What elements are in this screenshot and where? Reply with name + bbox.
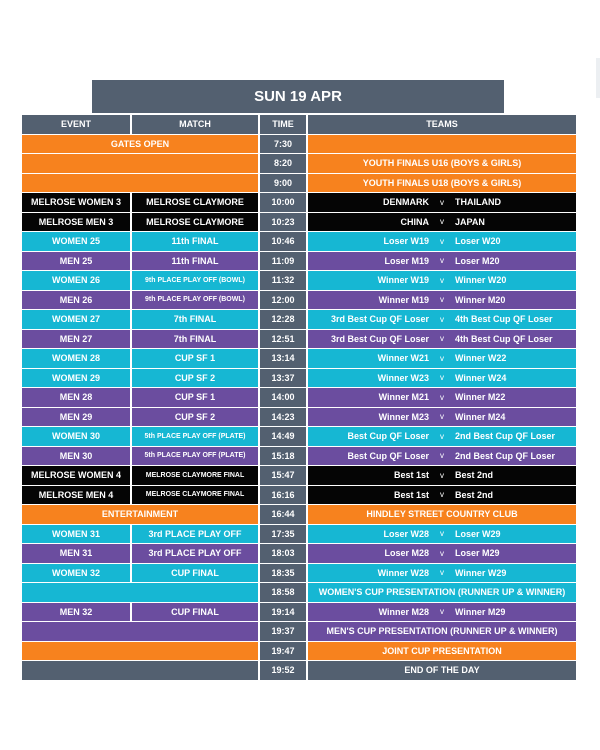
schedule-row	[22, 525, 576, 544]
team-b: Loser W29	[455, 528, 501, 539]
versus-label: v	[440, 334, 444, 344]
time-cell: 10:46	[260, 232, 306, 251]
event-cell: WOMEN 25	[22, 232, 130, 251]
time-cell: 18:35	[260, 564, 306, 583]
versus-label: v	[440, 256, 444, 266]
team-a: Best Cup QF Loser	[347, 450, 429, 461]
time-cell: 15:18	[260, 447, 306, 466]
versus-label: v	[440, 451, 444, 461]
matchup	[308, 217, 576, 227]
time-cell: 19:52	[260, 661, 306, 680]
event-span-cell	[22, 622, 258, 641]
versus-label: v	[440, 607, 444, 617]
event-cell: MEN 25	[22, 252, 130, 271]
header-teams: TEAMS	[308, 115, 576, 134]
teams-cell	[308, 466, 576, 485]
teams-cell	[308, 408, 576, 427]
time-cell: 18:03	[260, 544, 306, 563]
versus-label: v	[440, 373, 444, 383]
match-cell: 9th PLACE PLAY OFF (BOWL)	[132, 271, 258, 290]
match-cell: 3rd PLACE PLAY OFF	[132, 544, 258, 563]
event-cell: MELROSE WOMEN 4	[22, 466, 130, 485]
schedule-row	[22, 271, 576, 290]
schedule-title: SUN 19 APR	[92, 80, 504, 113]
schedule-row	[22, 427, 576, 446]
matchup	[308, 275, 576, 285]
schedule-row	[22, 486, 576, 505]
versus-label: v	[440, 314, 444, 324]
schedule-row	[22, 466, 576, 485]
teams-cell	[308, 447, 576, 466]
versus-label: v	[440, 353, 444, 363]
team-a: CHINA	[400, 216, 429, 227]
matchup	[308, 314, 576, 324]
team-b: JAPAN	[455, 216, 485, 227]
teams-cell: JOINT CUP PRESENTATION	[308, 642, 576, 661]
matchup	[308, 197, 576, 207]
teams-cell	[308, 544, 576, 563]
matchup	[308, 373, 576, 383]
versus-label: v	[440, 568, 444, 578]
schedule-row	[22, 232, 576, 251]
match-cell: 11th FINAL	[132, 252, 258, 271]
event-cell: WOMEN 29	[22, 369, 130, 388]
matchup	[308, 529, 576, 539]
matchup	[308, 334, 576, 344]
team-a: Loser W19	[383, 236, 429, 247]
event-span-cell	[22, 154, 258, 173]
event-span-cell: GATES OPEN	[22, 135, 258, 154]
teams-cell	[308, 310, 576, 329]
teams-cell: MEN'S CUP PRESENTATION (RUNNER UP & WINNER)	[308, 622, 576, 641]
teams-cell	[308, 603, 576, 622]
team-a: Winner M21	[378, 392, 429, 403]
teams-cell: WOMEN'S CUP PRESENTATION (RUNNER UP & WINNER)	[308, 583, 576, 602]
time-cell: 10:00	[260, 193, 306, 212]
match-cell: CUP SF 1	[132, 349, 258, 368]
team-b: Winner M24	[455, 411, 506, 422]
event-cell: MEN 26	[22, 291, 130, 310]
time-cell: 16:44	[260, 505, 306, 524]
matchup	[308, 548, 576, 558]
schedule-row	[22, 154, 576, 173]
schedule-row	[22, 505, 576, 524]
versus-label: v	[440, 470, 444, 480]
event-cell: WOMEN 31	[22, 525, 130, 544]
team-a: Loser M28	[384, 548, 429, 559]
time-cell: 14:00	[260, 388, 306, 407]
schedule-row	[22, 213, 576, 232]
match-cell: 3rd PLACE PLAY OFF	[132, 525, 258, 544]
time-cell: 15:47	[260, 466, 306, 485]
schedule-table	[22, 115, 576, 681]
time-cell: 11:09	[260, 252, 306, 271]
event-span-cell	[22, 661, 258, 680]
match-cell: CUP FINAL	[132, 564, 258, 583]
schedule-row	[22, 447, 576, 466]
teams-cell	[308, 349, 576, 368]
match-cell: 9th PLACE PLAY OFF (BOWL)	[132, 291, 258, 310]
matchup	[308, 236, 576, 246]
schedule-row	[22, 564, 576, 583]
teams-cell	[308, 427, 576, 446]
match-cell: CUP SF 2	[132, 408, 258, 427]
team-a: Winner W21	[377, 353, 429, 364]
event-cell: MEN 27	[22, 330, 130, 349]
time-cell: 19:14	[260, 603, 306, 622]
event-cell: MEN 29	[22, 408, 130, 427]
event-span-cell	[22, 642, 258, 661]
matchup	[308, 607, 576, 617]
schedule-row	[22, 642, 576, 661]
match-cell: CUP SF 2	[132, 369, 258, 388]
schedule-row	[22, 349, 576, 368]
matchup	[308, 412, 576, 422]
time-cell: 17:35	[260, 525, 306, 544]
event-cell: MEN 28	[22, 388, 130, 407]
team-b: Loser W20	[455, 236, 501, 247]
teams-cell	[308, 525, 576, 544]
matchup	[308, 568, 576, 578]
schedule-row	[22, 291, 576, 310]
versus-label: v	[440, 412, 444, 422]
schedule-row	[22, 661, 576, 680]
teams-cell	[308, 252, 576, 271]
team-a: Best 1st	[393, 489, 429, 500]
versus-label: v	[440, 236, 444, 246]
team-b: Best 2nd	[455, 470, 494, 481]
team-a: Best 1st	[393, 470, 429, 481]
match-cell: CUP FINAL	[132, 603, 258, 622]
schedule-row	[22, 369, 576, 388]
header-time: TIME	[260, 115, 306, 134]
event-cell: WOMEN 30	[22, 427, 130, 446]
team-b: 2nd Best Cup QF Loser	[455, 450, 556, 461]
teams-cell	[308, 135, 576, 154]
team-b: THAILAND	[455, 197, 501, 208]
team-b: Winner M29	[455, 606, 506, 617]
time-cell: 19:37	[260, 622, 306, 641]
match-cell: CUP SF 1	[132, 388, 258, 407]
schedule-row	[22, 330, 576, 349]
team-a: Winner M28	[378, 606, 429, 617]
team-b: 2nd Best Cup QF Loser	[455, 431, 556, 442]
time-cell: 11:32	[260, 271, 306, 290]
team-b: Winner M22	[455, 392, 506, 403]
team-b: Winner W22	[455, 353, 507, 364]
team-b: 4th Best Cup QF Loser	[455, 333, 553, 344]
time-cell: 16:16	[260, 486, 306, 505]
schedule-row	[22, 193, 576, 212]
team-b: Loser M20	[455, 255, 500, 266]
event-span-cell	[22, 583, 258, 602]
teams-cell: END OF THE DAY	[308, 661, 576, 680]
versus-label: v	[440, 490, 444, 500]
team-a: Winner M23	[378, 411, 429, 422]
event-cell: WOMEN 26	[22, 271, 130, 290]
matchup	[308, 353, 576, 363]
team-b: Winner M20	[455, 294, 506, 305]
matchup	[308, 295, 576, 305]
time-cell: 7:30	[260, 135, 306, 154]
time-cell: 13:37	[260, 369, 306, 388]
team-b: 4th Best Cup QF Loser	[455, 314, 553, 325]
match-cell: MELROSE CLAYMORE FINAL	[132, 466, 258, 485]
match-cell: 5th PLACE PLAY OFF (PLATE)	[132, 427, 258, 446]
schedule-row	[22, 583, 576, 602]
team-a: Loser W28	[383, 528, 429, 539]
time-cell: 12:00	[260, 291, 306, 310]
event-span-cell	[22, 174, 258, 193]
versus-label: v	[440, 197, 444, 207]
matchup	[308, 392, 576, 402]
match-cell: 7th FINAL	[132, 310, 258, 329]
teams-cell: YOUTH FINALS U16 (BOYS & GIRLS)	[308, 154, 576, 173]
event-cell: WOMEN 28	[22, 349, 130, 368]
team-b: Winner W29	[455, 567, 507, 578]
team-b: Winner W24	[455, 372, 507, 383]
schedule-row	[22, 603, 576, 622]
teams-cell	[308, 271, 576, 290]
schedule-row	[22, 622, 576, 641]
event-cell: WOMEN 32	[22, 564, 130, 583]
header-row	[22, 115, 576, 134]
event-cell: MEN 32	[22, 603, 130, 622]
versus-label: v	[440, 548, 444, 558]
time-cell: 8:20	[260, 154, 306, 173]
event-cell: MEN 31	[22, 544, 130, 563]
team-a: Best Cup QF Loser	[347, 431, 429, 442]
time-cell: 13:14	[260, 349, 306, 368]
match-cell: 11th FINAL	[132, 232, 258, 251]
schedule-row	[22, 252, 576, 271]
match-cell: MELROSE CLAYMORE	[132, 213, 258, 232]
time-cell: 9:00	[260, 174, 306, 193]
teams-cell	[308, 564, 576, 583]
time-cell: 18:58	[260, 583, 306, 602]
team-a: Winner W23	[377, 372, 429, 383]
team-b: Loser M29	[455, 548, 500, 559]
event-cell: WOMEN 27	[22, 310, 130, 329]
teams-cell	[308, 291, 576, 310]
match-cell: MELROSE CLAYMORE	[132, 193, 258, 212]
event-cell: MELROSE MEN 3	[22, 213, 130, 232]
match-cell: 7th FINAL	[132, 330, 258, 349]
schedule-row	[22, 135, 576, 154]
team-b: Best 2nd	[455, 489, 494, 500]
time-cell: 12:51	[260, 330, 306, 349]
time-cell: 19:47	[260, 642, 306, 661]
teams-cell: YOUTH FINALS U18 (BOYS & GIRLS)	[308, 174, 576, 193]
team-b: Winner W20	[455, 275, 507, 286]
schedule-row	[22, 544, 576, 563]
time-cell: 10:23	[260, 213, 306, 232]
match-cell: MELROSE CLAYMORE FINAL	[132, 486, 258, 505]
time-cell: 12:28	[260, 310, 306, 329]
time-cell: 14:23	[260, 408, 306, 427]
team-a: Loser M19	[384, 255, 429, 266]
team-a: 3rd Best Cup QF Loser	[330, 314, 429, 325]
event-cell: MELROSE MEN 4	[22, 486, 130, 505]
teams-cell	[308, 232, 576, 251]
matchup	[308, 431, 576, 441]
team-a: 3rd Best Cup QF Loser	[330, 333, 429, 344]
event-cell: MEN 30	[22, 447, 130, 466]
matchup	[308, 490, 576, 500]
event-span-cell: ENTERTAINMENT	[22, 505, 258, 524]
teams-cell	[308, 486, 576, 505]
team-a: DENMARK	[383, 197, 429, 208]
versus-label: v	[440, 275, 444, 285]
header-match: MATCH	[132, 115, 258, 134]
versus-label: v	[440, 431, 444, 441]
header-event: EVENT	[22, 115, 130, 134]
team-a: Winner W19	[377, 275, 429, 286]
teams-cell	[308, 193, 576, 212]
time-cell: 14:49	[260, 427, 306, 446]
team-a: Winner W28	[377, 567, 429, 578]
schedule-row	[22, 310, 576, 329]
versus-label: v	[440, 295, 444, 305]
match-cell: 5th PLACE PLAY OFF (PLATE)	[132, 447, 258, 466]
matchup	[308, 256, 576, 266]
schedule-row	[22, 174, 576, 193]
schedule-row	[22, 408, 576, 427]
versus-label: v	[440, 392, 444, 402]
event-cell: MELROSE WOMEN 3	[22, 193, 130, 212]
schedule-row	[22, 388, 576, 407]
teams-cell	[308, 330, 576, 349]
matchup	[308, 451, 576, 461]
teams-cell	[308, 369, 576, 388]
teams-cell	[308, 213, 576, 232]
team-a: Winner M19	[378, 294, 429, 305]
teams-cell	[308, 388, 576, 407]
versus-label: v	[440, 529, 444, 539]
edge-marker	[596, 58, 600, 98]
matchup	[308, 470, 576, 480]
versus-label: v	[440, 217, 444, 227]
teams-cell: HINDLEY STREET COUNTRY CLUB	[308, 505, 576, 524]
